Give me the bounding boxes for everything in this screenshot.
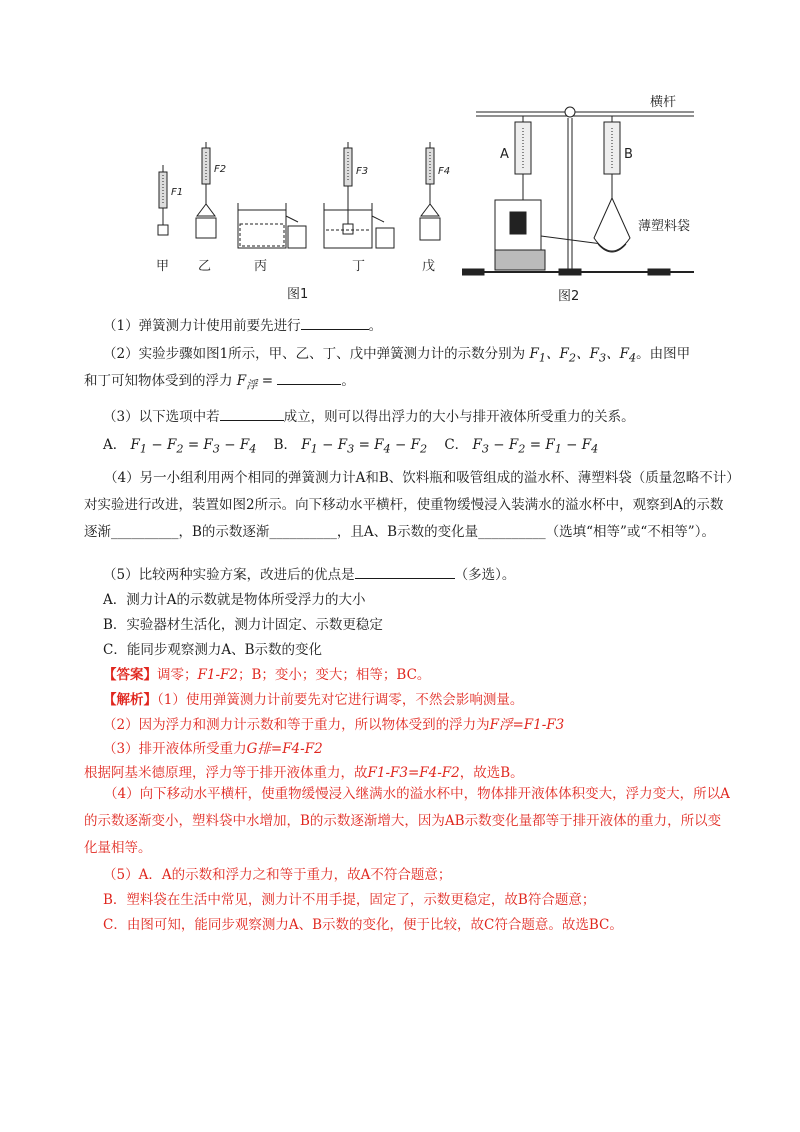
buoyancy-symbol: $F_浮$ = <box>236 373 274 392</box>
analysis-6: （5）A．A的示数和浮力之和等于重力，故A不符合题意； <box>103 867 452 883</box>
analysis-2: （2）因为浮力和测力计示数和等于重力，所以物体受到的浮力为F浮=F1-F3 <box>103 717 565 733</box>
force-label-f3: F3 <box>356 166 369 177</box>
label-ding: 丁 <box>352 259 366 274</box>
meter-a-label: A <box>500 147 509 162</box>
question-1: （1）弹簧测力计使用前要先进行 。 <box>103 313 740 339</box>
label-yi: 乙 <box>198 259 212 274</box>
answer-line: 【答案】调零；F1-F2；B；变小；变大；相等；BC。 <box>103 667 431 683</box>
q5-option-b: B．实验器材生活化，测力计固定、示数更稳定 <box>103 617 383 633</box>
option-c-formula: $F_3 - F_2 = F_1 - F_4$ <box>472 437 599 456</box>
q2-blank[interactable] <box>277 370 341 385</box>
option-a-formula: $F_1 - F_2 = F_3 - F_4$ <box>130 437 257 456</box>
figure-2-caption: 图2 <box>558 289 580 304</box>
analysis-8: C．由图可知，能同步观察测力A、B示数的变化，便于比较，故C符合题意。故选BC。 <box>103 917 623 933</box>
meter-b-label: B <box>624 147 633 162</box>
force-label-f2: F2 <box>214 164 227 175</box>
analysis-3: （3）排开液体所受重力G排=F4-F2 <box>103 741 323 757</box>
question-5: （5）比较两种实验方案，改进后的优点是 （多选）。 <box>103 562 740 588</box>
option-b-formula: $F_1 - F_3 = F_4 - F_2$ <box>301 437 428 456</box>
label-bing: 丙 <box>254 259 268 274</box>
figure-2 <box>462 92 700 304</box>
force-label-f1: F1 <box>171 187 184 198</box>
force-label-f4: F4 <box>438 166 451 177</box>
q5-option-c: C．能同步观察测力A、B示数的变化 <box>103 642 322 658</box>
question-2-line-1: （2）实验步骤如图1所示，甲、乙、丁、戊中弹簧测力计的示数分别为 $F_1$、$F_2$、$F_3$、$F_4$。由图甲 <box>103 346 691 365</box>
question-3: （3）以下选项中若 成立，则可以得出浮力的大小与排开液体所受重力的关系。 <box>103 404 740 430</box>
analysis-4: 根据阿基米德原理，浮力等于排开液体重力，故F1-F3=F4-F2，故选B。 <box>84 765 524 781</box>
q5-option-a: A．测力计A的示数就是物体所受浮力的大小 <box>103 592 366 608</box>
answer-tag: 【答案】 <box>103 667 157 683</box>
analysis-5: （4）向下移动水平横杆，使重物缓慢浸入继满水的溢水杯中，物体排开液体体积变大，浮力变大，所以A的示数逐渐变小，塑料袋中水增加，B的示数逐渐增大，因为AB示数变化量都等于排开液体的重力，所以变化量相等。 <box>84 786 730 856</box>
question-2-line-2: 和丁可知物体受到的浮力 $F_浮$ = 。 <box>84 368 740 399</box>
figure-1 <box>140 140 460 310</box>
figure-1-caption: 图1 <box>287 287 309 302</box>
q1-blank[interactable] <box>301 315 369 330</box>
label-wu: 戊 <box>422 259 436 274</box>
answer-formula: F1-F2 <box>197 667 238 683</box>
q3-blank[interactable] <box>220 406 284 421</box>
label-jia: 甲 <box>156 259 170 274</box>
analysis-7: B．塑料袋在生活中常见，测力计不用手提，固定了，示数更稳定，故B符合题意； <box>103 892 596 908</box>
analysis-tag: 【解析】 <box>103 692 157 708</box>
bag-label: 薄塑料袋 <box>638 219 691 234</box>
question-3-options: A． $F_1 - F_2 = F_3 - F_4$ B． $F_1 - F_3 = F_4 - F_2$ C． $F_3 - F_2 = F_1 - F_4$ <box>103 437 599 456</box>
force-list: $F_1$、$F_2$、$F_3$、$F_4$ <box>529 346 637 365</box>
analysis-1: 【解析】（1）使用弹簧测力计前要先对它进行调零，不然会影响测量。 <box>103 692 524 708</box>
q5-blank[interactable] <box>355 564 455 579</box>
q1-text: （1）弹簧测力计使用前要先进行 <box>103 318 301 334</box>
question-4: （4）另一小组利用两个相同的弹簧测力计A和B、饮料瓶和吸管组成的溢水杯、薄塑料袋（质量忽略不计）对实验进行改进，装置如图2所示。向下移动水平横杆，使重物缓慢浸入装满水的溢水杯中，观察到A的示数逐渐__________，B的示数逐渐__________，且A、B示数的变化量__________（选填“相等”或“不相等”）。 <box>84 470 734 540</box>
bar-label: 横杆 <box>650 95 677 110</box>
